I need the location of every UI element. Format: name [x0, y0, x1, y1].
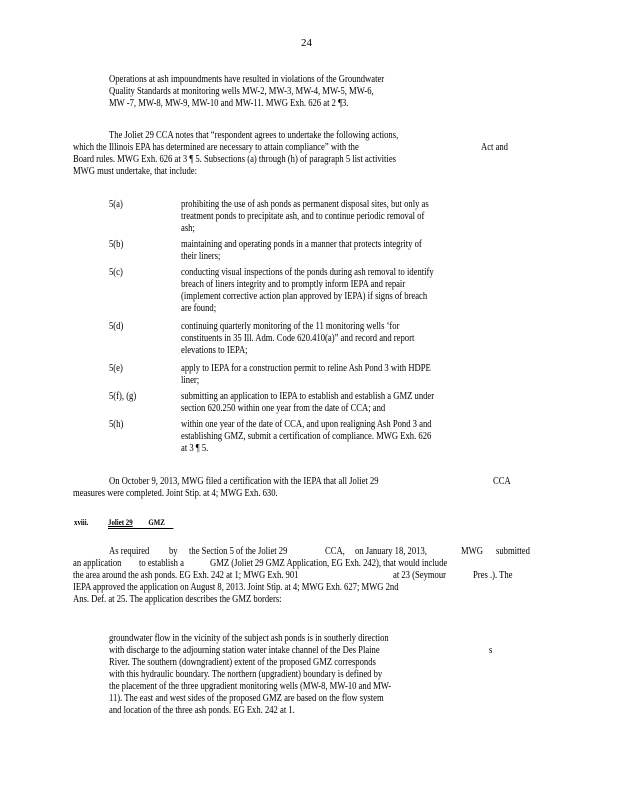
- text-fragment: submitted: [496, 546, 530, 557]
- list-item-text: breach of liners integrity and to promptly inform IEPA and repair: [181, 279, 406, 290]
- text-line: measures were completed. Joint Stip. at 4; MWG Exh. 630.: [73, 488, 278, 499]
- list-item-number: 5(b): [109, 239, 124, 250]
- quote-line: 11). The east and west sides of the proposed GMZ are based on the flow system: [109, 693, 384, 704]
- text-fragment: CCA,: [325, 546, 345, 557]
- list-item-text: are found;: [181, 303, 217, 314]
- quote-line: groundwater flow in the vicinity of the subject ash ponds is in southerly direction: [109, 633, 389, 644]
- heading-number: xviii.: [74, 518, 89, 527]
- list-item-text: submitting an application to IEPA to establish and establish a GMZ under: [181, 391, 435, 402]
- heading-title: [108, 517, 173, 529]
- page-number: 24: [301, 37, 312, 49]
- quote-line: and location of the three ash ponds. EG Exh. 242 at 1.: [109, 705, 295, 716]
- list-item-text: prohibiting the use of ash ponds as permanent disposal sites, but only as: [181, 199, 429, 210]
- list-item-text: section 620.250 within one year from the date of CCA; and: [181, 403, 386, 414]
- list-item-text: treatment ponds to precipitate ash, and to continue periodic removal of: [181, 211, 425, 222]
- text-fragment: by: [169, 546, 178, 557]
- quote-line: with this hydraulic boundary. The northern (upgradient) boundary is defined by: [109, 669, 383, 680]
- text-fragment: at 23 (Seymour: [393, 570, 447, 581]
- list-item-text: constituents in 35 Ill. Adm. Code 620.410(a)” and record and report: [181, 333, 415, 344]
- text-fragment: an application: [73, 558, 122, 569]
- text-line: Act and: [481, 142, 508, 153]
- heading-title-a: Joliet 29: [108, 518, 133, 527]
- text-line: Ans. Def. at 25. The application describes the GMZ borders:: [73, 594, 282, 605]
- list-item-text: ash;: [181, 223, 195, 234]
- quote-line: River. The southern (downgradient) extent of the proposed GMZ corresponds: [109, 657, 376, 668]
- text-fragment: to establish a: [139, 558, 184, 569]
- list-item-text: (implement corrective action plan approved by IEPA) if signs of breach: [181, 291, 428, 302]
- list-item-number: 5(a): [109, 199, 123, 210]
- list-item-text: maintaining and operating ponds in a manner that protects integrity of: [181, 239, 422, 250]
- text-fragment: the Section 5 of the Joliet 29: [189, 546, 288, 557]
- list-item-text: apply to IEPA for a construction permit to reline Ash Pond 3 with HDPE: [181, 363, 431, 374]
- text-line: MWG must undertake, that include:: [73, 166, 197, 177]
- text-fragment: As required: [109, 546, 150, 557]
- text-fragment: the area around the ash ponds. EG Exh. 242 at 1; MWG Exh. 901: [73, 570, 299, 581]
- text-line: IEPA approved the application on August 8, 2013. Joint Stip. at 4; MWG Exh. 627; MWG 2nd: [73, 582, 399, 593]
- text-line: Board rules. MWG Exh. 626 at 3 ¶ 5. Subsections (a) through (h) of paragraph 5 list activities: [73, 154, 396, 165]
- text-line: Operations at ash impoundments have resulted in violations of the Groundwater: [109, 74, 385, 85]
- list-item-text: conducting visual inspections of the ponds during ash removal to identify: [181, 267, 434, 278]
- text-line: CCA: [493, 476, 511, 487]
- stray-character: s: [489, 645, 493, 656]
- text-fragment: on January 18, 2013,: [355, 546, 427, 557]
- list-item-text: continuing quarterly monitoring of the 11 monitoring wells ‘for: [181, 321, 400, 332]
- heading-title-b: GMZ: [148, 518, 165, 527]
- list-item-text: at 3 ¶ 5.: [181, 443, 209, 454]
- text-line: which the Illinois EPA has determined are necessary to attain compliance” with the: [73, 142, 359, 153]
- list-item-number: 5(f), (g): [109, 391, 137, 402]
- text-line: The Joliet 29 CCA notes that “respondent agrees to undertake the following actions,: [109, 130, 399, 141]
- text-line: MW -7, MW-8, MW-9, MW-10 and MW-11. MWG Exh. 626 at 2 ¶3.: [109, 98, 349, 109]
- list-item-number: 5(h): [109, 419, 124, 430]
- quote-line: with discharge to the adjourning station water intake channel of the Des Plaine: [109, 645, 380, 656]
- text-line: Quality Standards at monitoring wells MW-2, MW-3, MW-4, MW-5, MW-6,: [109, 86, 374, 97]
- list-item-number: 5(d): [109, 321, 124, 332]
- list-item-text: within one year of the date of CCA, and upon realigning Ash Pond 3 and: [181, 419, 432, 430]
- list-item-number: 5(e): [109, 363, 123, 374]
- list-item-text: liner;: [181, 375, 200, 386]
- list-item-text: their liners;: [181, 251, 221, 262]
- list-item-text: establishing GMZ, submit a certification of compliance. MWG Exh. 626: [181, 431, 432, 442]
- list-item-text: elevations to IEPA;: [181, 345, 248, 356]
- list-item-number: 5(c): [109, 267, 123, 278]
- text-fragment: MWG: [461, 546, 483, 557]
- text-fragment: GMZ (Joliet 29 GMZ Application, EG Exh. 242), that would include: [210, 558, 448, 569]
- quote-line: the placement of the three upgradient monitoring wells (MW-8, MW-10 and MW-: [109, 681, 392, 692]
- text-line: On October 9, 2013, MWG filed a certification with the IEPA that all Joliet 29: [109, 476, 379, 487]
- text-fragment: Pres .). The: [473, 570, 513, 581]
